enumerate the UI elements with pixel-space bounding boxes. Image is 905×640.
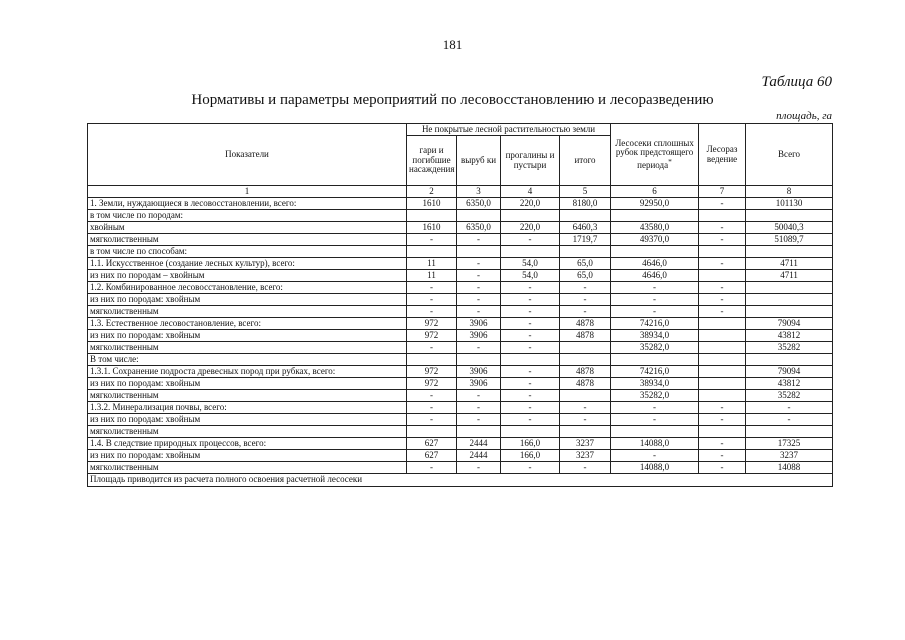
row-cell: 3237 — [746, 450, 833, 462]
table-row — [88, 198, 833, 210]
row-cell: - — [457, 414, 501, 426]
row-cell: 49370,0 — [611, 234, 699, 246]
header-afforestation: Лесораз ведение — [699, 124, 746, 186]
row-cell — [699, 270, 746, 282]
row-cell: - — [699, 306, 746, 318]
row-cell: 2444 — [457, 438, 501, 450]
row-cell: 38934,0 — [611, 378, 699, 390]
row-cell: 972 — [407, 366, 457, 378]
header-index-row — [88, 186, 833, 198]
row-cell — [699, 342, 746, 354]
row-cell — [699, 246, 746, 258]
row-cell: - — [560, 402, 611, 414]
row-cell: - — [501, 462, 560, 474]
row-cell: - — [611, 282, 699, 294]
document-title: Нормативы и параметры мероприятий по лесовосстановлению и лесоразведению — [191, 92, 714, 108]
row-cell: - — [560, 414, 611, 426]
row-cell: - — [699, 438, 746, 450]
row-cell — [746, 294, 833, 306]
table-footer — [88, 474, 833, 487]
row-cell — [501, 426, 560, 438]
row-cell — [746, 306, 833, 318]
row-cell: 38934,0 — [611, 330, 699, 342]
table-row — [88, 450, 833, 462]
row-cell: 54,0 — [501, 258, 560, 270]
table-row — [88, 234, 833, 246]
row-label: из них по породам: хвойным — [88, 450, 407, 462]
row-cell: 3906 — [457, 318, 501, 330]
row-cell — [746, 246, 833, 258]
row-cell — [457, 354, 501, 366]
row-cell — [699, 390, 746, 402]
row-cell — [699, 330, 746, 342]
row-cell: 4878 — [560, 330, 611, 342]
header-index: 7 — [699, 186, 746, 198]
row-cell: - — [699, 258, 746, 270]
row-cell: - — [457, 270, 501, 282]
row-label: мягколиственным — [88, 342, 407, 354]
row-cell — [746, 426, 833, 438]
row-cell: 1610 — [407, 222, 457, 234]
table-row — [88, 330, 833, 342]
row-label: 1.3.2. Минерализация почвы, всего: — [88, 402, 407, 414]
table-row — [88, 210, 833, 222]
row-cell: - — [746, 414, 833, 426]
row-cell: - — [407, 402, 457, 414]
row-label: из них по породам – хвойным — [88, 270, 407, 282]
row-cell — [699, 318, 746, 330]
row-cell: - — [501, 402, 560, 414]
row-cell — [560, 426, 611, 438]
row-cell: - — [407, 234, 457, 246]
table-row — [88, 402, 833, 414]
row-cell: 11 — [407, 270, 457, 282]
row-cell: 43812 — [746, 330, 833, 342]
row-cell: 14088 — [746, 462, 833, 474]
header-burnt: гари и погибшие насаждения — [407, 136, 457, 186]
row-cell: - — [457, 234, 501, 246]
row-cell: - — [699, 198, 746, 210]
header-total-uncovered: итого — [560, 136, 611, 186]
row-cell: 972 — [407, 318, 457, 330]
table-row — [88, 390, 833, 402]
header-index: 4 — [501, 186, 560, 198]
row-cell: - — [501, 306, 560, 318]
row-cell: 11 — [407, 258, 457, 270]
row-cell: 220,0 — [501, 198, 560, 210]
table-row — [88, 246, 833, 258]
table-row — [88, 222, 833, 234]
row-cell: 4646,0 — [611, 258, 699, 270]
row-cell — [611, 354, 699, 366]
row-cell: 65,0 — [560, 258, 611, 270]
row-cell — [746, 210, 833, 222]
row-cell: 43580,0 — [611, 222, 699, 234]
table-footnote: Площадь приводится из расчета полного освоения расчетной лесосеки — [88, 474, 833, 487]
header-cutting-areas-text: Лесосеки сплошных рубок предстоящего периода — [615, 137, 694, 170]
row-cell: - — [501, 390, 560, 402]
row-cell: - — [699, 234, 746, 246]
row-cell: - — [407, 342, 457, 354]
header-cutting-areas-mark: * — [668, 156, 672, 166]
row-cell — [457, 426, 501, 438]
row-label: из них по породам: хвойным — [88, 330, 407, 342]
row-label: 1.3.1. Сохранение подроста древесных пород при рубках, всего: — [88, 366, 407, 378]
row-cell: - — [457, 294, 501, 306]
table-row — [88, 366, 833, 378]
header-total: Всего — [746, 124, 833, 186]
row-cell: 4878 — [560, 366, 611, 378]
row-label: в том числе по способам: — [88, 246, 407, 258]
table-row — [88, 342, 833, 354]
row-cell: 627 — [407, 450, 457, 462]
header-cut: выруб ки — [457, 136, 501, 186]
row-cell: - — [699, 294, 746, 306]
row-cell: - — [611, 294, 699, 306]
header-uncovered-group: Не покрытые лесной растительностью земли — [407, 124, 611, 136]
row-label: 1.2. Комбинированное лесовосстановление, всего: — [88, 282, 407, 294]
row-cell: - — [501, 414, 560, 426]
row-label: мягколиственным — [88, 426, 407, 438]
row-label: мягколиственным — [88, 234, 407, 246]
row-cell — [501, 354, 560, 366]
row-cell — [611, 210, 699, 222]
row-cell: - — [407, 306, 457, 318]
row-cell: 50040,3 — [746, 222, 833, 234]
row-cell: - — [560, 282, 611, 294]
row-cell — [699, 426, 746, 438]
row-cell: - — [457, 342, 501, 354]
row-cell: 4878 — [560, 378, 611, 390]
row-cell — [560, 390, 611, 402]
row-cell: 3906 — [457, 378, 501, 390]
row-cell: - — [611, 414, 699, 426]
unit-label: площадь, га — [776, 110, 832, 122]
row-cell: 972 — [407, 330, 457, 342]
row-cell — [501, 210, 560, 222]
row-cell: 14088,0 — [611, 438, 699, 450]
row-cell — [560, 210, 611, 222]
row-cell: 3906 — [457, 366, 501, 378]
row-cell: 101130 — [746, 198, 833, 210]
row-cell: - — [611, 450, 699, 462]
row-label: мягколиственным — [88, 306, 407, 318]
row-cell: - — [699, 402, 746, 414]
table-row — [88, 258, 833, 270]
row-label: В том числе: — [88, 354, 407, 366]
header-index: 6 — [611, 186, 699, 198]
row-cell — [611, 246, 699, 258]
table-row — [88, 282, 833, 294]
row-cell: 6350,0 — [457, 222, 501, 234]
row-cell: - — [501, 234, 560, 246]
row-cell — [501, 246, 560, 258]
row-cell: 79094 — [746, 318, 833, 330]
row-cell: 74216,0 — [611, 318, 699, 330]
table-row — [88, 426, 833, 438]
header-index: 8 — [746, 186, 833, 198]
row-cell: 1610 — [407, 198, 457, 210]
row-label: мягколиственным — [88, 462, 407, 474]
row-cell: - — [457, 282, 501, 294]
row-cell — [699, 378, 746, 390]
header-index: 3 — [457, 186, 501, 198]
header-index: 2 — [407, 186, 457, 198]
row-cell: - — [611, 402, 699, 414]
row-cell — [699, 210, 746, 222]
row-cell — [407, 246, 457, 258]
row-cell: 3237 — [560, 438, 611, 450]
table-row — [88, 462, 833, 474]
row-cell: 43812 — [746, 378, 833, 390]
header-cutting-areas — [611, 124, 699, 186]
row-cell: 65,0 — [560, 270, 611, 282]
header-gaps: прогалины и пустыри — [501, 136, 560, 186]
row-cell: - — [699, 462, 746, 474]
header-indicators: Показатели — [88, 124, 407, 186]
row-cell — [699, 354, 746, 366]
row-cell: - — [501, 318, 560, 330]
row-label: из них по породам: хвойным — [88, 378, 407, 390]
row-cell: - — [407, 414, 457, 426]
row-cell: 35282 — [746, 342, 833, 354]
page-number: 181 — [442, 37, 463, 52]
row-label: 1.4. В следствие природных процессов, всего: — [88, 438, 407, 450]
row-label: хвойным — [88, 222, 407, 234]
row-cell: - — [501, 378, 560, 390]
row-cell — [407, 426, 457, 438]
row-cell: 79094 — [746, 366, 833, 378]
row-cell: - — [501, 282, 560, 294]
row-cell — [407, 210, 457, 222]
row-cell: - — [407, 282, 457, 294]
row-cell: - — [746, 402, 833, 414]
row-label: мягколиственным — [88, 390, 407, 402]
row-cell: - — [560, 294, 611, 306]
row-cell — [746, 354, 833, 366]
table-row — [88, 414, 833, 426]
row-cell: 4646,0 — [611, 270, 699, 282]
row-cell: - — [457, 258, 501, 270]
row-cell: 8180,0 — [560, 198, 611, 210]
row-cell — [699, 366, 746, 378]
table-row — [88, 270, 833, 282]
table-label: Таблица 60 — [761, 74, 832, 90]
row-cell: - — [501, 366, 560, 378]
row-cell: - — [699, 414, 746, 426]
row-cell — [457, 246, 501, 258]
row-label: из них по породам: хвойным — [88, 294, 407, 306]
row-label: 1.3. Естественное лесовостановление, всего: — [88, 318, 407, 330]
row-cell: 4878 — [560, 318, 611, 330]
row-cell: - — [699, 222, 746, 234]
row-cell: 35282,0 — [611, 390, 699, 402]
row-cell: - — [501, 330, 560, 342]
row-cell: - — [407, 462, 457, 474]
row-cell — [746, 282, 833, 294]
row-cell: 92950,0 — [611, 198, 699, 210]
row-cell: - — [501, 342, 560, 354]
table-row — [88, 438, 833, 450]
row-cell: 14088,0 — [611, 462, 699, 474]
row-cell: 17325 — [746, 438, 833, 450]
table-row — [88, 306, 833, 318]
row-cell: 166,0 — [501, 450, 560, 462]
row-label: 1.1. Искусственное (создание лесных культур), всего: — [88, 258, 407, 270]
row-cell: 51089,7 — [746, 234, 833, 246]
forest-restoration-table — [87, 123, 833, 487]
row-cell — [560, 354, 611, 366]
row-cell: - — [407, 390, 457, 402]
row-label: в том числе по породам: — [88, 210, 407, 222]
row-cell: 35282 — [746, 390, 833, 402]
row-cell: 220,0 — [501, 222, 560, 234]
row-cell: 3237 — [560, 450, 611, 462]
table-row — [88, 378, 833, 390]
row-cell: 6350,0 — [457, 198, 501, 210]
row-cell: - — [457, 306, 501, 318]
row-cell: 4711 — [746, 258, 833, 270]
table-header — [88, 124, 833, 198]
row-cell — [407, 354, 457, 366]
row-cell: 35282,0 — [611, 342, 699, 354]
row-cell: 2444 — [457, 450, 501, 462]
row-cell: - — [407, 294, 457, 306]
header-index: 1 — [88, 186, 407, 198]
table-body — [88, 198, 833, 474]
row-cell — [560, 246, 611, 258]
row-cell: 4711 — [746, 270, 833, 282]
row-cell: - — [560, 306, 611, 318]
row-label: 1. Земли, нуждающиеся в лесовосстановлении, всего: — [88, 198, 407, 210]
table-row — [88, 354, 833, 366]
table-row — [88, 294, 833, 306]
row-cell: 972 — [407, 378, 457, 390]
row-cell: - — [699, 450, 746, 462]
header-index: 5 — [560, 186, 611, 198]
row-cell: - — [457, 462, 501, 474]
row-cell: - — [699, 282, 746, 294]
row-cell: - — [501, 294, 560, 306]
row-cell: 6460,3 — [560, 222, 611, 234]
row-label: из них по породам: хвойным — [88, 414, 407, 426]
row-cell — [560, 342, 611, 354]
table-row — [88, 318, 833, 330]
row-cell: 54,0 — [501, 270, 560, 282]
row-cell: 1719,7 — [560, 234, 611, 246]
row-cell: - — [560, 462, 611, 474]
row-cell — [611, 426, 699, 438]
row-cell: - — [611, 306, 699, 318]
row-cell: - — [457, 390, 501, 402]
row-cell: 3906 — [457, 330, 501, 342]
row-cell — [457, 210, 501, 222]
row-cell: 627 — [407, 438, 457, 450]
row-cell: 74216,0 — [611, 366, 699, 378]
row-cell: - — [457, 402, 501, 414]
row-cell: 166,0 — [501, 438, 560, 450]
